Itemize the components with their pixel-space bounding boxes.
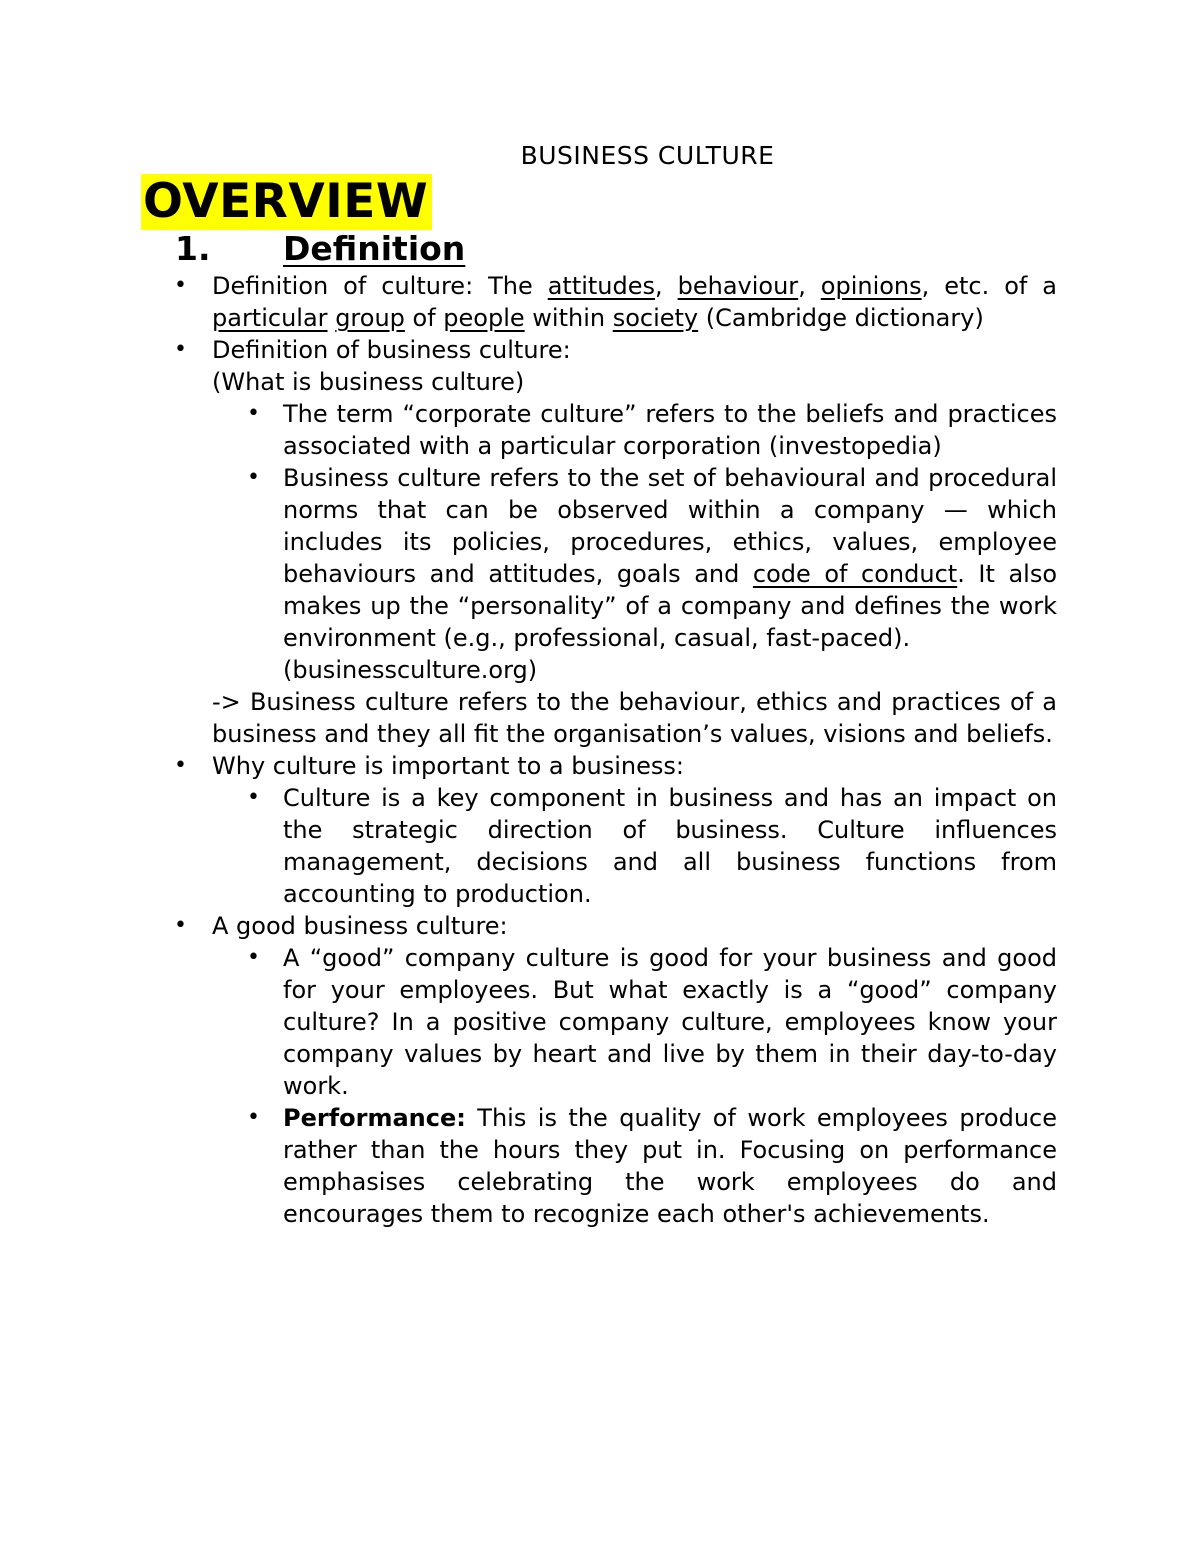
bullet-icon: • [247, 465, 260, 490]
section-number: 1. [175, 229, 211, 268]
sub-item-corporate-culture: • The term “corporate culture” refers to the beliefs and practices associated with a particular corporation (investopedia) [247, 400, 1057, 460]
performance-label: Performance: [283, 1104, 466, 1132]
source-citation: (businessculture.org) [283, 656, 538, 684]
summary-text: -> Business culture refers to the behaviour, ethics and practices of a business and they all fit the organisation’s values, visions and beliefs. [212, 688, 1057, 748]
sub-item-business-culture-refers: • Business culture refers to the set of behavioural and procedural norms that can be observed within a company — which includes its policies, procedures, ethics, values, employee behaviours and attitudes, goals and code of conduct. It also makes up the “personality” of a company and defines the work environment (e.g., professional, casual, fast-paced). [247, 464, 1058, 652]
bullet-icon: • [174, 913, 187, 938]
sub-item-why-text: • Culture is a key component in business and has an impact on the strategic direction of business. Culture influences management, decisions and all business functions from accounting to production. [247, 784, 1057, 908]
list-item-good-culture: • A good business culture: [174, 912, 508, 940]
section-title: Definition [283, 229, 466, 268]
bullet-icon: • [247, 785, 260, 810]
question-text: (What is business culture) [212, 368, 525, 396]
bullet-icon: • [247, 401, 260, 426]
document-body [0, 270, 1200, 1230]
bullet-icon: • [174, 337, 187, 362]
document-title: BUSINESS CULTURE [520, 141, 775, 170]
bullet-icon: • [247, 1105, 260, 1130]
sub-item-good-text: • A “good” company culture is good for your business and good for your employees. But what exactly is a “good” company culture? In a positive company culture, employees know your company values by heart and live by them in their day-to-day work. [247, 944, 1057, 1100]
bullet-icon: • [174, 753, 187, 778]
list-item-business-culture-definition: • Definition of business culture: [174, 336, 571, 364]
bullet-icon: • [247, 945, 260, 970]
overview-heading-highlighted: OVERVIEW [141, 174, 432, 230]
sub-item-performance: • Performance: This is the quality of work employees produce rather than the hours they put in. Focusing on performance emphasises celebrating the work employees do and encourages them to recognize each other's achievements. [247, 1104, 1057, 1228]
bullet-icon: • [174, 273, 187, 298]
list-item-why-important: • Why culture is important to a business: [174, 752, 684, 780]
list-item-culture-definition: • Definition of culture: The attitudes, behaviour, opinions, etc. of a particular group of people within society (Cambridge dictionary) [174, 272, 1057, 332]
